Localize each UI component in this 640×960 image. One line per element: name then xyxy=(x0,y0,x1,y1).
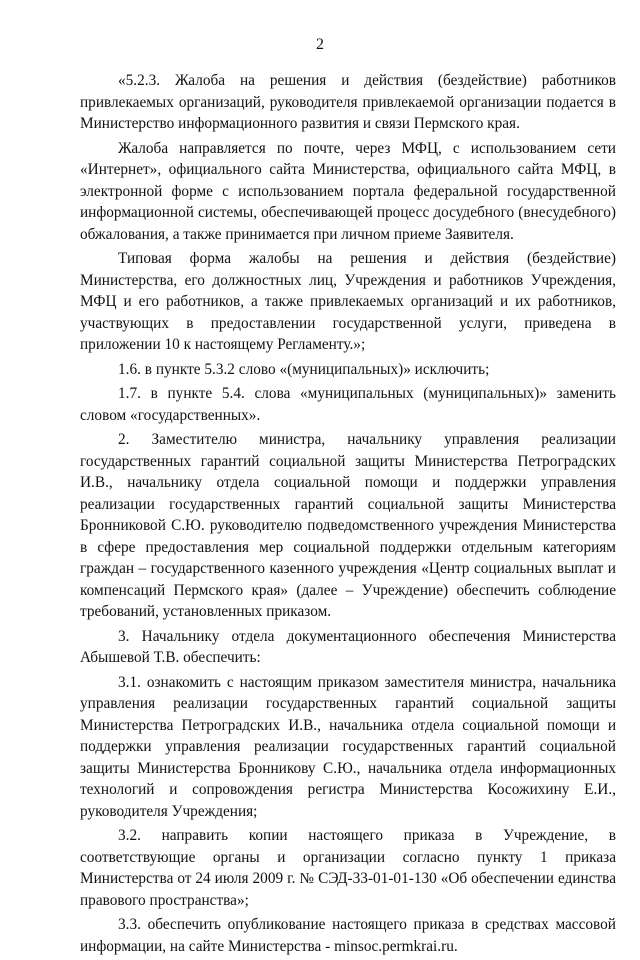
paragraph-5-2-3-complaint: «5.2.3. Жалоба на решения и действия (бездействие) работников привлекаемых организаций, руководителя привлекаемой организации подается в Министерство информационного развития и связи Пермского края. xyxy=(80,72,616,132)
page-number: 2 xyxy=(316,36,324,53)
paragraph-1-7: 1.7. в пункте 5.4. слова «муниципальных (муниципальных)» заменить словом «государственных». xyxy=(80,385,616,424)
paragraph-3-documentation-head: 3. Начальнику отдела документационного обеспечения Министерства Абышевой Т.В. обеспечить: xyxy=(80,627,616,666)
paragraph-complaint-channels: Жалоба направляется по почте, через МФЦ, с использованием сети «Интернет», официального сайта Министерства, официального сайта МФЦ, в электронной форме с использованием портала федеральной государственной информационной системы, обеспечивающей процесс досудебного (внесудебного) обжалования, а также принимается при личном приеме Заявителя. xyxy=(80,139,616,243)
paragraph-complaint-form: Типовая форма жалобы на решения и действия (бездействие) Министерства, его должностных лиц, Учреждения и работников Учреждения, МФЦ и его работников, а также привлекаемых организаций и их работников, участвующих в предоставлении государственной услуги, приведена в приложении 10 к настоящему Регламенту.»; xyxy=(80,250,616,353)
document-body xyxy=(80,70,616,960)
paragraph-3-1-familiarize: 3.1. ознакомить с настоящим приказом заместителя министра, начальника управления реализации государственных гарантий социальной защиты Министерства Петроградских И.В., начальника отдела социальной помощи и поддержки управления реализации государственных гарантий социальной защиты Министерства Бронникову С.Ю., начальника отдела информационных технологий и сопровождения регистра Министерства Косожихину Е.И., руководителя Учреждения; xyxy=(80,673,616,820)
paragraph-2-deputy-minister: 2. Заместителю министра, начальнику управления реализации государственных гарантий социальной защиты Министерства Петроградских И.В., начальнику отдела социальной помощи и поддержки управления реализации государственных гарантий социальной защиты Министерства Бронниковой С.Ю. руководителю подведомственного учреждения Министерства в сфере предоставления мер социальной поддержки отдельным категориям граждан – государственного казенного учреждения «Центр социальных выплат и компенсаций Пермского края» (далее – Учреждение) обеспечить соблюдение требований, установленных приказом. xyxy=(80,431,616,620)
paragraph-3-2-send-copies: 3.2. направить копии настоящего приказа в Учреждение, в соответствующие органы и организации согласно пункту 1 приказа Министерства от 24 июля 2009 г. № СЭД-33-01-01-130 «Об обеспечении единства правового пространства»; xyxy=(80,827,616,909)
paragraph-1-6: 1.6. в пункте 5.3.2 слово «(муниципальных)» исключить; xyxy=(118,360,490,378)
paragraph-3-3-publish: 3.3. обеспечить опубликование настоящего приказа в средствах массовой информации, на сайте Министерства - minsoc.permkrai.ru. xyxy=(80,916,616,955)
